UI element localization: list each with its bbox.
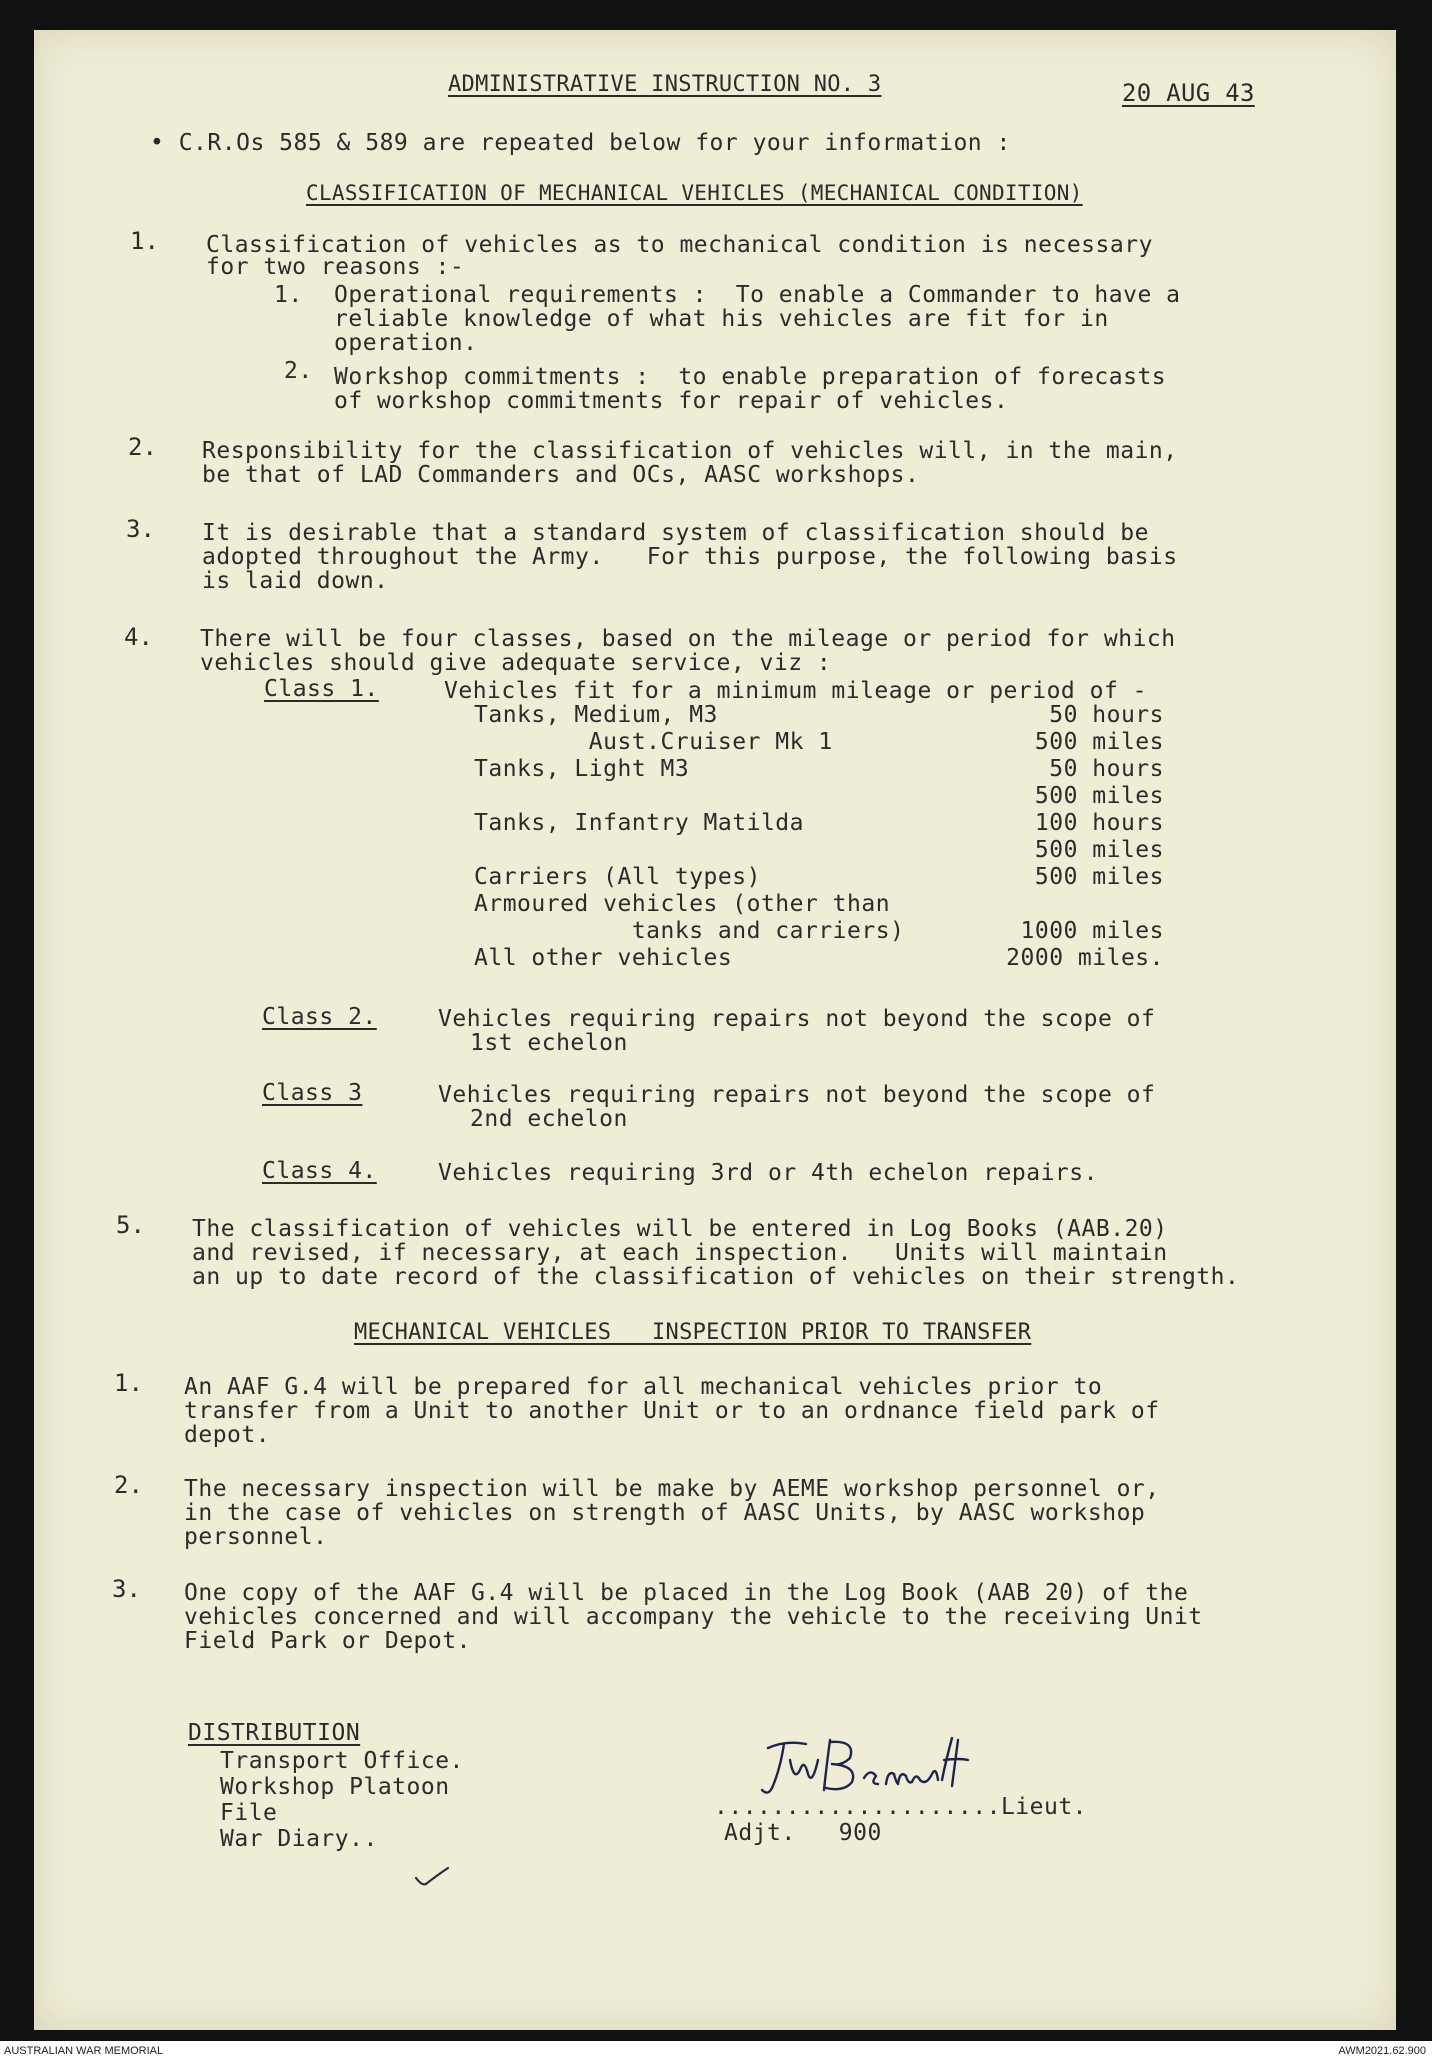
- s1-sub2-line2: of workshop commitments for repair of vehicles.: [334, 388, 1009, 414]
- s1-sub2-line1: Workshop commitments : to enable preparation of forecasts: [334, 364, 1167, 390]
- class4-label: Class 4.: [262, 1158, 377, 1184]
- s1-sub1-line1: Operational requirements : To enable a Commander to have a: [334, 282, 1181, 308]
- s1-sub1-line3: operation.: [334, 330, 478, 356]
- s1-para2-line2: be that of LAD Commanders and OCs, AASC workshops.: [202, 462, 920, 488]
- s1-para1-number: 1.: [130, 227, 159, 255]
- section2-heading: MECHANICAL VEHICLES INSPECTION PRIOR TO TRANSFER: [354, 1320, 1032, 1345]
- distribution-heading: DISTRIBUTION: [188, 1720, 361, 1746]
- s2-para3-line2: vehicles concerned and will accompany the vehicle to the receiving Unit: [184, 1604, 1203, 1630]
- class3-line2: 2nd echelon: [470, 1106, 628, 1132]
- class2-line1: Vehicles requiring repairs not beyond the scope of: [438, 1006, 1156, 1032]
- check-mark-icon: [414, 1866, 450, 1888]
- s2-para2-line2: in the case of vehicles on strength of AASC Units, by AASC workshop: [184, 1500, 1146, 1526]
- class1-row-value: 500 miles: [1034, 783, 1164, 809]
- class1-row-item: Tanks, Infantry Matilda: [474, 810, 804, 836]
- distribution-item: War Diary..: [220, 1826, 378, 1852]
- s1-para5-line3: an up to date record of the classification of vehicles on their strength.: [192, 1264, 1240, 1290]
- s2-para1-number: 1.: [114, 1369, 143, 1397]
- s2-para3-number: 3.: [112, 1575, 141, 1603]
- class1-text: Vehicles fit for a minimum mileage or period of -: [444, 678, 1148, 704]
- class4-line1: Vehicles requiring 3rd or 4th echelon repairs.: [438, 1160, 1098, 1186]
- class1-row-value: 500 miles: [1034, 729, 1164, 755]
- handwritten-signature: [746, 1730, 1006, 1802]
- s1-para5-line2: and revised, if necessary, at each inspection. Units will maintain: [192, 1240, 1168, 1266]
- s1-sub2-number: 2.: [284, 358, 313, 384]
- s1-para5-line1: The classification of vehicles will be entered in Log Books (AAB.20): [192, 1216, 1168, 1242]
- class1-row-item: Tanks, Medium, M3: [474, 702, 718, 728]
- s1-sub1-number: 1.: [274, 282, 303, 308]
- class2-label: Class 2.: [262, 1004, 377, 1030]
- s1-para4-line2: vehicles should give adequate service, viz :: [200, 650, 832, 676]
- class2-line2: 1st echelon: [470, 1030, 628, 1056]
- class1-row-item: Tanks, Light M3: [474, 756, 690, 782]
- class1-row-value: 100 hours: [1034, 810, 1164, 836]
- footer-reference: AWM2021.62.900: [1338, 2045, 1426, 2057]
- document-title: ADMINISTRATIVE INSTRUCTION NO. 3: [448, 72, 882, 97]
- bullet-mark: •: [150, 130, 179, 156]
- intro-line: [150, 130, 1011, 156]
- s1-para2-line1: Responsibility for the classification of vehicles will, in the main,: [202, 438, 1178, 464]
- s1-para1-line1: Classification of vehicles as to mechanical condition is necessary: [206, 232, 1153, 258]
- s1-para1-line2: for two reasons :-: [206, 254, 465, 280]
- document-date: 20 AUG 43: [1122, 79, 1255, 107]
- class1-row-item: tanks and carriers): [474, 918, 905, 944]
- class1-row-value: 500 miles: [1034, 837, 1164, 863]
- class1-row-item: All other vehicles: [474, 945, 733, 971]
- s1-para4-number: 4.: [124, 623, 153, 651]
- class1-row-value: 2000 miles.: [1006, 945, 1164, 971]
- document-page: [34, 30, 1396, 2030]
- class1-row-item: Carriers (All types): [474, 864, 761, 890]
- s1-para3-number: 3.: [126, 515, 155, 543]
- s1-sub1-line2: reliable knowledge of what his vehicles are fit for in: [334, 306, 1109, 332]
- s1-para4-line1: There will be four classes, based on the mileage or period for which: [200, 626, 1176, 652]
- s2-para3-line3: Field Park or Depot.: [184, 1628, 471, 1654]
- s2-para2-number: 2.: [114, 1471, 143, 1499]
- footer-institution: AUSTRALIAN WAR MEMORIAL: [4, 2045, 164, 2057]
- s1-para3-line2: adopted throughout the Army. For this purpose, the following basis: [202, 544, 1178, 570]
- s2-para2-line3: personnel.: [184, 1524, 328, 1550]
- signature-line: ....................Lieut.: [714, 1794, 1088, 1820]
- s2-para1-line2: transfer from a Unit to another Unit or to an ordnance field park of: [184, 1398, 1160, 1424]
- s1-para5-number: 5.: [116, 1211, 145, 1239]
- intro-text: C.R.Os 585 & 589 are repeated below for your information :: [178, 130, 1011, 156]
- section1-heading: CLASSIFICATION OF MECHANICAL VEHICLES (MECHANICAL CONDITION): [306, 181, 1083, 205]
- distribution-item: File: [220, 1800, 278, 1826]
- class1-row-value: 500 miles: [1034, 864, 1164, 890]
- class1-row-value: 50 hours: [1049, 702, 1164, 728]
- class1-row-value: 1000 miles: [1020, 918, 1164, 944]
- class1-label: Class 1.: [264, 676, 379, 702]
- class3-label: Class 3: [262, 1080, 363, 1106]
- s2-para3-line1: One copy of the AAF G.4 will be placed in the Log Book (AAB 20) of the: [184, 1580, 1189, 1606]
- class3-line1: Vehicles requiring repairs not beyond the scope of: [438, 1082, 1156, 1108]
- distribution-item: Workshop Platoon: [220, 1774, 450, 1800]
- s2-para1-line1: An AAF G.4 will be prepared for all mechanical vehicles prior to: [184, 1374, 1103, 1400]
- s1-para2-number: 2.: [128, 433, 157, 461]
- signature-role: Adjt. 900: [724, 1820, 882, 1846]
- class1-row-value: 50 hours: [1049, 756, 1164, 782]
- s1-para3-line1: It is desirable that a standard system of classification should be: [202, 520, 1149, 546]
- archive-footer: [0, 2041, 1432, 2061]
- s2-para1-line3: depot.: [184, 1422, 271, 1448]
- s1-para3-line3: is laid down.: [202, 568, 389, 594]
- s2-para2-line1: The necessary inspection will be make by AEME workshop personnel or,: [184, 1476, 1160, 1502]
- class1-row-item: Armoured vehicles (other than: [474, 891, 891, 917]
- class1-row-item: Aust.Cruiser Mk 1: [474, 729, 833, 755]
- distribution-item: Transport Office.: [220, 1748, 464, 1774]
